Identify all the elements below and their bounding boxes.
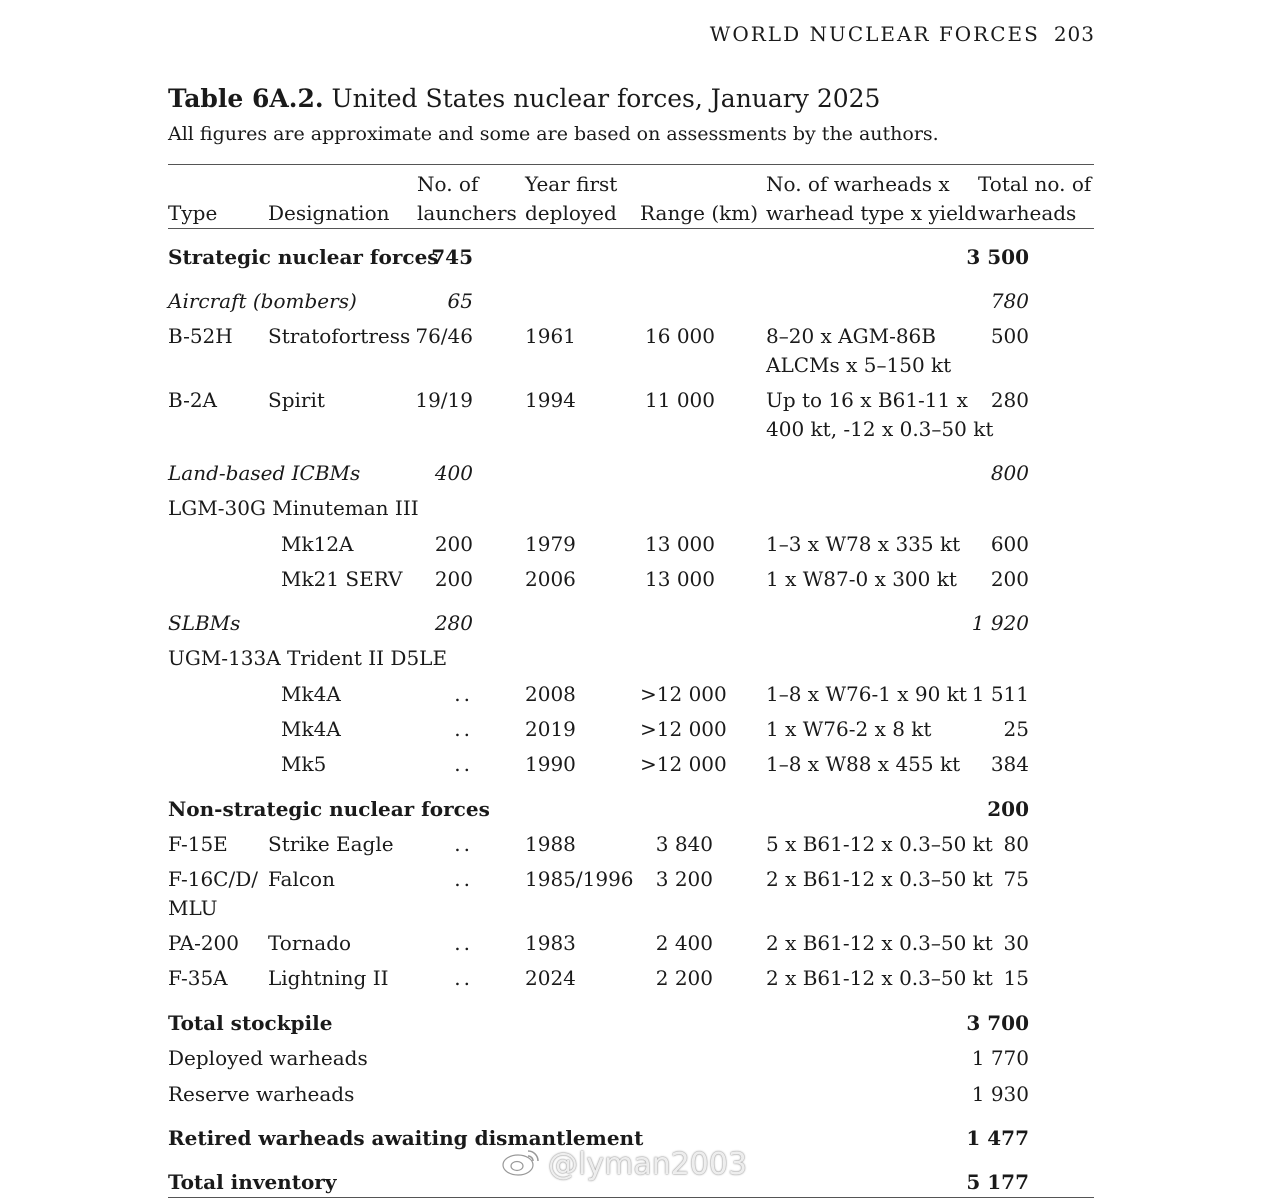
weibo-icon	[500, 1146, 542, 1186]
row-label: SLBMs	[168, 611, 241, 635]
header-range: Range (km)	[640, 201, 759, 225]
range-cell: >12 000	[640, 752, 727, 776]
running-head-title: WORLD NUCLEAR FORCES	[709, 22, 1040, 46]
launchers-cell: 200	[434, 567, 473, 591]
table-caption	[168, 82, 1098, 148]
header-launchers-line2: launchers	[417, 201, 517, 225]
header-year-line2: deployed	[525, 201, 617, 225]
total-cell: 1 477	[966, 1126, 1029, 1150]
range-cell: >12 000	[640, 717, 727, 741]
range-cell: >12 000	[640, 682, 727, 706]
row-label: UGM-133A Trident II D5LE	[168, 646, 448, 670]
year-cell: 1990	[525, 752, 576, 776]
header-total-line1: Total no. of	[978, 172, 1092, 196]
watermark	[500, 1146, 747, 1186]
launchers-cell: ..	[454, 717, 473, 741]
year-cell: 1988	[525, 832, 576, 856]
header-total-line2: warheads	[978, 201, 1077, 225]
total-cell: 3 700	[966, 1011, 1029, 1035]
total-cell: 200	[987, 797, 1029, 821]
type-cell: F-15E	[168, 832, 228, 856]
warheads-cell-line2: ALCMs x 5–150 kt	[766, 353, 952, 377]
header-bottom-rule	[168, 228, 1094, 229]
range-cell: 3 840	[655, 832, 713, 856]
launchers-cell: 19/19	[415, 388, 473, 412]
range-cell: 2 200	[655, 966, 713, 990]
total-cell: 600	[990, 532, 1029, 556]
designation-cell: Falcon	[268, 867, 335, 891]
warheads-cell: 5 x B61-12 x 0.3–50 kt	[766, 832, 993, 856]
designation-cell: Lightning II	[268, 966, 389, 990]
total-cell: 75	[1003, 867, 1029, 891]
row-label: Strategic nuclear forces	[168, 245, 439, 269]
type-cell: PA-200	[168, 931, 239, 955]
table-title	[168, 82, 1098, 116]
warheads-cell-line2: 400 kt, -12 x 0.3–50 kt	[766, 417, 994, 441]
designation-cell: Strike Eagle	[268, 832, 394, 856]
total-cell: 800	[990, 461, 1029, 485]
designation-cell: Mk5	[281, 752, 327, 776]
warheads-cell: 1 x W76-2 x 8 kt	[766, 717, 932, 741]
type-cell-line2: MLU	[168, 896, 218, 920]
type-cell: F-35A	[168, 966, 228, 990]
launchers-cell: 745	[431, 245, 473, 269]
range-cell: 13 000	[645, 567, 715, 591]
total-cell: 80	[1003, 832, 1029, 856]
year-cell: 1979	[525, 532, 576, 556]
warheads-cell: 1–3 x W78 x 335 kt	[766, 532, 961, 556]
year-cell: 2024	[525, 966, 576, 990]
page-number: 203	[1053, 22, 1095, 46]
designation-cell: Mk21 SERV	[281, 567, 403, 591]
year-cell: 1985/1996	[525, 867, 634, 891]
range-cell: 16 000	[645, 324, 715, 348]
total-cell: 3 500	[966, 245, 1029, 269]
table-top-rule	[168, 164, 1094, 165]
header-launchers-line1: No. of	[417, 172, 479, 196]
warheads-cell: 2 x B61-12 x 0.3–50 kt	[766, 931, 993, 955]
header-year-line1: Year first	[525, 172, 618, 196]
range-cell: 3 200	[655, 867, 713, 891]
designation-cell: Mk4A	[281, 682, 341, 706]
row-label: Aircraft (bombers)	[168, 289, 357, 313]
type-cell: B-52H	[168, 324, 233, 348]
launchers-cell: 76/46	[415, 324, 473, 348]
header-type: Type	[168, 201, 218, 225]
total-cell: 30	[1003, 931, 1029, 955]
header-designation: Designation	[268, 201, 390, 225]
warheads-cell: 2 x B61-12 x 0.3–50 kt	[766, 966, 993, 990]
designation-cell: Spirit	[268, 388, 325, 412]
warheads-cell: 1–8 x W76-1 x 90 kt	[766, 682, 967, 706]
total-cell: 384	[990, 752, 1029, 776]
range-cell: 2 400	[655, 931, 713, 955]
range-cell: 13 000	[645, 532, 715, 556]
row-label: Total stockpile	[168, 1011, 333, 1035]
table-bottom-rule	[168, 1197, 1094, 1198]
total-cell: 5 177	[966, 1170, 1029, 1194]
total-cell: 1 920	[971, 611, 1029, 635]
row-label: Reserve warheads	[168, 1082, 355, 1106]
total-cell: 25	[1003, 717, 1029, 741]
table-label: Table 6A.2.	[168, 84, 324, 113]
total-cell: 780	[990, 289, 1029, 313]
designation-cell: Tornado	[268, 931, 352, 955]
launchers-cell: ..	[454, 966, 473, 990]
launchers-cell: ..	[454, 931, 473, 955]
row-label: LGM-30G Minuteman III	[168, 496, 419, 520]
header-warheads-line2: warhead type x yield	[766, 201, 978, 225]
warheads-cell: 1 x W87-0 x 300 kt	[766, 567, 957, 591]
launchers-cell: ..	[454, 682, 473, 706]
row-label: Total inventory	[168, 1170, 337, 1194]
warheads-cell: 1–8 x W88 x 455 kt	[766, 752, 961, 776]
warheads-cell-line1: Up to 16 x B61-11 x	[766, 388, 968, 412]
year-cell: 2008	[525, 682, 576, 706]
launchers-cell: 65	[447, 289, 473, 313]
total-cell: 15	[1003, 966, 1029, 990]
table-subtitle: All figures are approximate and some are based on assessments by the authors.	[168, 123, 939, 145]
launchers-cell: 280	[434, 611, 473, 635]
total-cell: 280	[990, 388, 1029, 412]
running-head	[710, 22, 1095, 46]
launchers-cell: ..	[454, 832, 473, 856]
watermark-text: @lyman2003	[548, 1147, 748, 1182]
total-cell: 500	[990, 324, 1029, 348]
warheads-cell-line1: 8–20 x AGM-86B	[766, 324, 936, 348]
range-cell: 11 000	[645, 388, 715, 412]
year-cell: 2006	[525, 567, 576, 591]
launchers-cell: ..	[454, 752, 473, 776]
year-cell: 1961	[525, 324, 576, 348]
warheads-cell: 2 x B61-12 x 0.3–50 kt	[766, 867, 993, 891]
row-label: Deployed warheads	[168, 1046, 368, 1070]
year-cell: 1983	[525, 931, 576, 955]
launchers-cell: ..	[454, 867, 473, 891]
designation-cell: Mk12A	[281, 532, 354, 556]
header-warheads-line1: No. of warheads x	[766, 172, 950, 196]
row-label: Non-strategic nuclear forces	[168, 797, 490, 821]
total-cell: 1 770	[971, 1046, 1029, 1070]
row-label: Land-based ICBMs	[168, 461, 361, 485]
type-cell: B-2A	[168, 388, 217, 412]
designation-cell: Mk4A	[281, 717, 341, 741]
row-label: Retired warheads awaiting dismantlement	[168, 1126, 644, 1150]
year-cell: 1994	[525, 388, 576, 412]
launchers-cell: 400	[434, 461, 473, 485]
type-cell-line1: F-16C/D/	[168, 867, 258, 891]
total-cell: 1 930	[971, 1082, 1029, 1106]
total-cell: 200	[990, 567, 1029, 591]
year-cell: 2019	[525, 717, 576, 741]
total-cell: 1 511	[971, 682, 1029, 706]
table-title-text: United States nuclear forces, January 2025	[331, 84, 881, 113]
launchers-cell: 200	[434, 532, 473, 556]
designation-cell: Stratofortress	[268, 324, 411, 348]
